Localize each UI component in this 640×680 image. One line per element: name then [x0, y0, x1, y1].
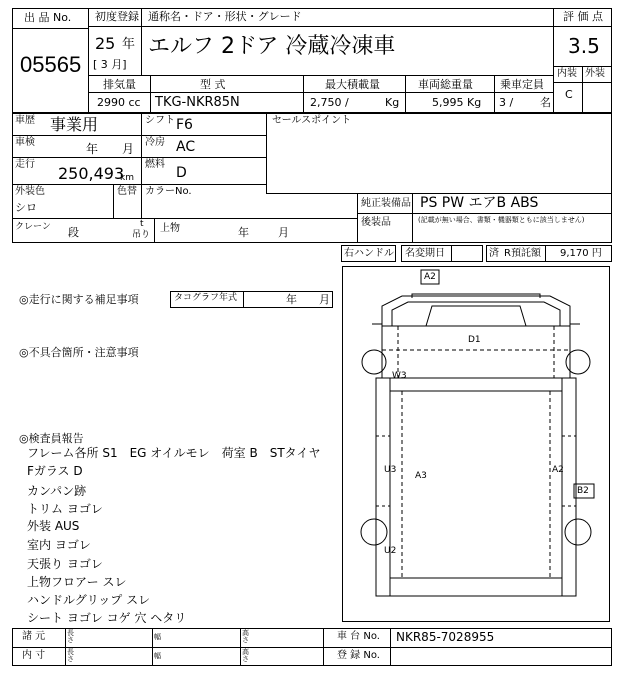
aftermarket-note: (記載が無い場合、書類・機器類ともに該当しません) [418, 216, 585, 224]
car-name: エルフ 2ドア 冷蔵冷凍車 [148, 34, 396, 59]
divider [553, 26, 612, 27]
name-change-value-box [451, 245, 483, 262]
equipment-label: 純正装備品 [361, 198, 411, 209]
divider [240, 628, 241, 666]
shift-label: シフト [145, 115, 175, 126]
inspector-line: ハンドルグリップ スレ [27, 593, 151, 607]
recycle-label: 済 [489, 248, 499, 259]
history-label: 車歴 [15, 115, 35, 126]
divider [243, 291, 244, 308]
inspection-label: 車検 [15, 137, 35, 148]
divider [88, 75, 553, 76]
divider [65, 628, 66, 666]
aftermarket-label: 後装品 [361, 217, 391, 228]
damage-code: A2 [552, 465, 564, 475]
truck-outline-icon [342, 266, 610, 622]
damage-code: D1 [468, 335, 481, 345]
divider [390, 628, 391, 666]
first-reg-label: 初度登録 [95, 10, 139, 23]
length-label: 長さ [67, 629, 74, 644]
inspector-label: ◎検査員報告 [19, 432, 84, 445]
inspection-year-unit: 年 [86, 142, 99, 156]
divider [266, 113, 267, 193]
travel-notes-label: ◎走行に関する補足事項 [19, 293, 139, 306]
reg-label: 登 録 No. [337, 650, 380, 661]
displacement-label: 排気量 [103, 78, 136, 91]
divider [88, 8, 89, 113]
chassis-number: NKR85-7028955 [396, 630, 495, 644]
inspector-line: 外装 AUS [27, 519, 80, 533]
divider [12, 218, 357, 219]
displacement: 2990 cc [97, 96, 141, 109]
damage-code: U3 [384, 465, 397, 475]
dims-label: 諸 元 [22, 631, 46, 642]
width-label: 幅 [154, 633, 161, 641]
divider [154, 218, 155, 243]
model: TKG-NKR85N [155, 95, 240, 110]
overall-grade: 3.5 [568, 34, 600, 58]
exterior-label: 外装 [585, 68, 605, 79]
name-change-label: 名変期日 [405, 248, 445, 259]
fuel-label: 燃料 [145, 159, 165, 170]
length-label: 長さ [67, 648, 74, 663]
grade-label: 評 価 点 [563, 10, 603, 23]
damage-code: U2 [384, 546, 397, 556]
divider [545, 245, 546, 262]
max-load-label: 最大積載量 [325, 78, 380, 91]
sales-point-label: セールスポイント [272, 115, 352, 126]
divider [357, 193, 358, 243]
tacho-label: タコグラフ年式 [174, 293, 238, 303]
height-label: 高さ [242, 629, 249, 644]
inspector-line: カンパン跡 [27, 484, 87, 498]
interior-label: 内装 [557, 68, 577, 79]
history: 事業用 [50, 115, 99, 134]
ac: AC [176, 139, 196, 155]
mileage: 250,493 [58, 164, 125, 183]
divider [150, 75, 151, 113]
gvw-label: 車両総重量 [418, 78, 473, 91]
divider [412, 193, 413, 243]
divider [12, 135, 266, 136]
divider [141, 8, 142, 75]
tacho-month: 月 [319, 293, 330, 306]
divider [12, 647, 612, 648]
equipment: PS PW エアB ABS [420, 195, 539, 211]
divider [12, 184, 266, 185]
upper-label: 上物 [160, 223, 180, 234]
interior-grade: C [565, 88, 573, 101]
divider [88, 26, 553, 27]
color-code-label: カラーNo. [145, 186, 192, 197]
divider [12, 28, 88, 29]
divider [303, 75, 304, 113]
divider [582, 66, 583, 113]
max-load: 2,750 / [310, 96, 349, 109]
model-label: 型 式 [200, 78, 226, 91]
reg-year: 25 [95, 34, 116, 53]
reg-month: [ 3 月] [93, 58, 127, 71]
shift: F6 [176, 117, 193, 133]
divider [357, 213, 612, 214]
divider [494, 75, 495, 113]
divider [12, 157, 266, 158]
mileage-label: 走行 [15, 159, 35, 170]
upper-month: 月 [278, 226, 289, 239]
divider [323, 628, 324, 666]
capacity-unit: 名 [540, 96, 551, 109]
damage-code: W3 [392, 371, 407, 381]
crane-label: クレーン [15, 222, 51, 232]
capacity-label: 乗車定員 [500, 78, 544, 91]
tacho-year: 年 [286, 293, 297, 306]
interior-dims-label: 内 寸 [22, 650, 46, 661]
crane-ton: t [140, 219, 144, 229]
height-label: 高さ [242, 648, 249, 663]
inspector-line: 室内 ヨゴレ [27, 538, 91, 552]
crane-lift: 吊り [132, 230, 151, 240]
recycle-fee: 9,170 円 [560, 248, 602, 259]
inspector-line: トリム ヨゴレ [27, 502, 103, 516]
name-label: 通称名・ドア・形状・グレード [148, 10, 302, 23]
divider [88, 92, 553, 93]
upper-year: 年 [238, 226, 249, 239]
divider [405, 75, 406, 113]
color-label: 外装色 [15, 186, 45, 197]
max-load-unit: Kg [385, 96, 400, 109]
fuel: D [176, 165, 187, 181]
reg-year-unit: 年 [122, 37, 136, 52]
damage-code: B2 [577, 486, 589, 496]
vehicle-diagram [342, 266, 610, 622]
divider [141, 113, 142, 218]
color: シロ [15, 201, 37, 214]
divider [266, 193, 612, 194]
inspector-line: Fガラス D [27, 464, 83, 478]
chassis-label: 車 台 No. [337, 631, 380, 642]
divider [113, 184, 114, 218]
lot-label: 出 品 No. [24, 11, 72, 24]
capacity: 3 / [499, 96, 514, 109]
lot-number: 05565 [20, 52, 82, 77]
inspector-line: シート ヨゴレ コゲ 穴 ヘタリ [27, 611, 187, 625]
gvw: 5,995 Kg [432, 96, 482, 109]
divider [152, 628, 153, 666]
crane-stage: 段 [68, 226, 79, 239]
color-no-label: 色替 [117, 186, 137, 197]
divider [553, 8, 554, 113]
damage-code: A3 [415, 471, 427, 481]
recycle-fee-label: R預託額 [504, 248, 541, 259]
width-label: 幅 [154, 652, 161, 660]
damage-code: A2 [424, 272, 436, 282]
mileage-unit: km [120, 173, 134, 183]
ac-label: 冷房 [145, 137, 165, 148]
inspector-line: 上物フロアー スレ [27, 575, 127, 589]
inspection-month-unit: 月 [122, 142, 135, 156]
inspector-line: フレーム各所 S1 EG オイルモレ 荷室 B STタイヤ [27, 446, 321, 460]
inspector-line: 天張り ヨゴレ [27, 557, 103, 571]
handle: 右ハンドル [344, 248, 394, 259]
defect-label: ◎不具合箇所・注意事項 [19, 346, 139, 359]
